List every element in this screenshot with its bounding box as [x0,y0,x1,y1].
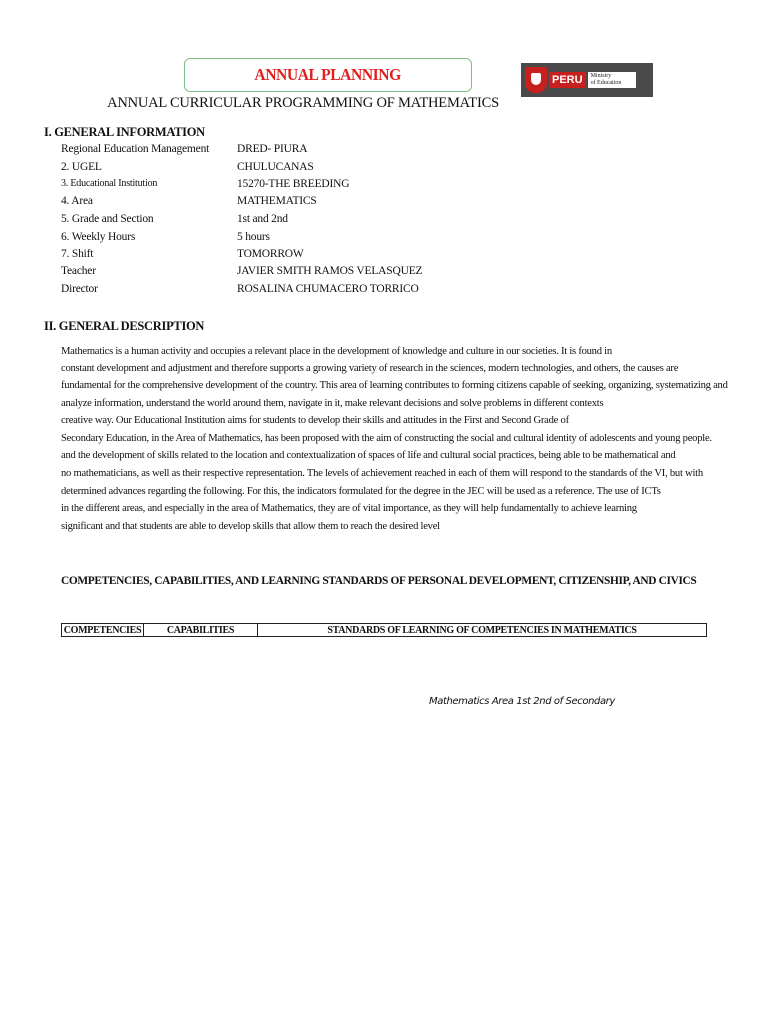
info-label: Regional Education Management [61,143,210,155]
page-subtitle: ANNUAL CURRICULAR PROGRAMMING OF MATHEMATICS [107,95,499,111]
info-label: 3. Educational Institution [61,178,158,189]
section-heading-general-description: II. GENERAL DESCRIPTION [44,319,205,333]
info-value: 5 hours [237,231,270,243]
competencies-table-header [61,623,707,637]
info-label: Director [61,283,98,295]
description-line: creative way. Our Educational Institution aims for students to develop their skills and attitudes in the First and Second Grade of [61,415,569,426]
info-value: JAVIER SMITH RAMOS VELASQUEZ [237,265,423,277]
info-label: 7. Shift [61,248,94,260]
page-title: ANNUAL PLANNING [254,65,402,84]
section-heading-general-information: I. GENERAL INFORMATION [44,125,205,139]
description-line: Secondary Education, in the Area of Mathematics, has been proposed with the aim of constructing the social and cultural identity of adolescents and young people. [61,433,712,444]
footer-note: Mathematics Area 1st 2nd of Secondary [429,696,615,707]
description-line: significant and that students are able to develop skills that allow them to reach the desired level [61,521,440,532]
ministry-logo [521,63,653,97]
title-box [184,58,472,92]
info-label: 6. Weekly Hours [61,231,136,243]
description-line: analyze information, understand the world around them, navigate in it, make relevant decisions and solve problems in different contexts [61,398,604,409]
info-value: CHULUCANAS [237,161,314,173]
logo-country: PERU [549,72,586,88]
info-label: 4. Area [61,195,93,207]
description-line: no mathematicians, as well as their respective representation. The levels of achievement reached in each of them will respond to the standards of the VI, but with [61,468,703,479]
column-header-capabilities: CAPABILITIES [144,624,258,636]
info-value: DRED- PIURA [237,143,308,155]
info-value: ROSALINA CHUMACERO TORRICO [237,283,419,295]
info-value: MATHEMATICS [237,195,317,207]
competencies-title: COMPETENCIES, CAPABILITIES, AND LEARNING STANDARDS OF PERSONAL DEVELOPMENT, CITIZENSHIP, AND CIVICS [61,575,697,587]
description-line: determined advances regarding the following. For this, the indicators formulated for the degree in the JEC will be used as a reference. The use of ICTs [61,486,661,497]
column-header-competencies: COMPETENCIES [62,624,144,636]
description-line: in the different areas, and especially in the area of Mathematics, they are of vital importance, as they will help fundamentally to achieve learning [61,503,637,514]
info-value: TOMORROW [237,248,304,260]
column-header-standards: STANDARDS OF LEARNING OF COMPETENCIES IN MATHEMATICS [327,624,637,636]
info-value: 1st and 2nd [237,213,288,225]
description-line: and the development of skills related to the location and contextualization of spaces of life and cultural social practices, being able to be mathematical and [61,450,676,461]
description-line: constant development and adjustment and therefore supports a growing variety of research in the sciences, modern technologies, and others, the causes are [61,363,679,374]
info-label: 2. UGEL [61,161,102,173]
info-value: 15270-THE BREEDING [237,178,350,190]
description-line: Mathematics is a human activity and occupies a relevant place in the development of knowledge and culture in our societies. It is found in [61,346,612,357]
logo-ministry: Ministry of Education [588,72,636,88]
coat-of-arms-icon [525,67,547,93]
description-line: fundamental for the comprehensive development of the country. This area of learning contributes to forming citizens capable of seeking, organizing, systematizing and [61,380,728,391]
info-label: Teacher [61,265,96,277]
info-label: 5. Grade and Section [61,213,154,225]
